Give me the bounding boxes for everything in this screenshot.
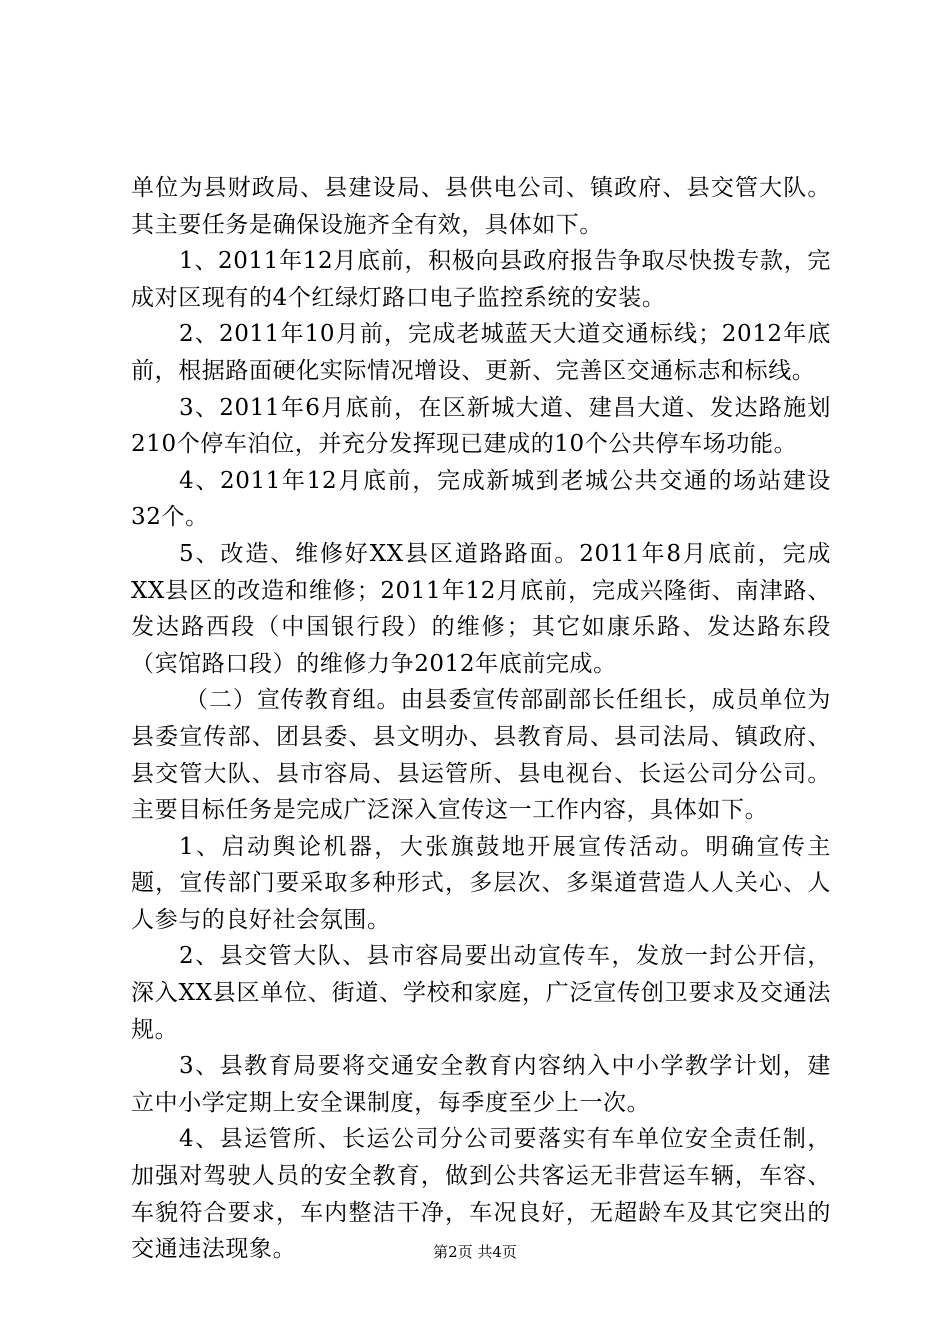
document-body <box>131 170 831 1268</box>
paragraph-item-5: 5、改造、维修好XX县区道路路面。2011年8月底前，完成XX县区的改造和维修；2011年12月底前，完成兴隆街、南津路、发达路西段（中国银行段）的维修；其它如康乐路、发达路东段（宾馆路口段）的维修力争2012年底前完成。 <box>131 540 831 677</box>
paragraph-item-4: 4、2011年12月底前，完成新城到老城公共交通的场站建设32个。 <box>131 467 831 531</box>
paragraph-publicity-item-1: 1、启动舆论机器，大张旗鼓地开展宣传活动。明确宣传主题，宣传部门要采取多种形式，多层次、多渠道营造人人关心、人人参与的良好社会氛围。 <box>131 833 831 933</box>
paragraph-publicity-item-3: 3、县教育局要将交通安全教育内容纳入中小学教学计划，建立中小学定期上安全课制度，每季度至少上一次。 <box>131 1053 831 1116</box>
paragraph-publicity-item-2: 2、县交管大队、县市容局要出动宣传车，发放一封公开信，深入XX县区单位、街道、学校和家庭，广泛宣传创卫要求及交通法规。 <box>131 943 831 1043</box>
paragraph-item-1: 1、2011年12月底前，积极向县政府报告争取尽快拨专款，完成对区现有的4个红绿灯路口电子监控系统的安装。 <box>131 248 831 311</box>
paragraph-item-2: 2、2011年10月前，完成老城蓝天大道交通标线；2012年底前，根据路面硬化实际情况增设、更新、完善区交通标志和标线。 <box>131 321 831 384</box>
paragraph-continuation: 单位为县财政局、县建设局、县供电公司、镇政府、县交管大队。其主要任务是确保设施齐全有效，具体如下。 <box>131 175 831 238</box>
paragraph-section-publicity: （二）宣传教育组。由县委宣传部副部长任组长，成员单位为县委宣传部、团县委、县文明办、县教育局、县司法局、镇政府、县交管大队、县市容局、县运管所、县电视台、长运公司分公司。主要目标任务是完成广泛深入宣传这一工作内容，具体如下。 <box>131 687 831 824</box>
paragraph-publicity-item-4: 4、县运管所、长运公司分公司要落实有车单位安全责任制，加强对驾驶人员的安全教育，做到公共客运无非营运车辆，车容、车貌符合要求，车内整洁干净，车况良好，无超龄车及其它突出的交通违法现象。 <box>131 1126 831 1263</box>
page-number-label: 第2页 共4页 <box>433 1243 517 1261</box>
paragraph-item-3: 3、2011年6月底前，在区新城大道、建昌大道、发达路施划210个停车泊位，并充分发挥现已建成的10个公共停车场功能。 <box>131 394 831 458</box>
page-footer <box>0 1242 950 1262</box>
